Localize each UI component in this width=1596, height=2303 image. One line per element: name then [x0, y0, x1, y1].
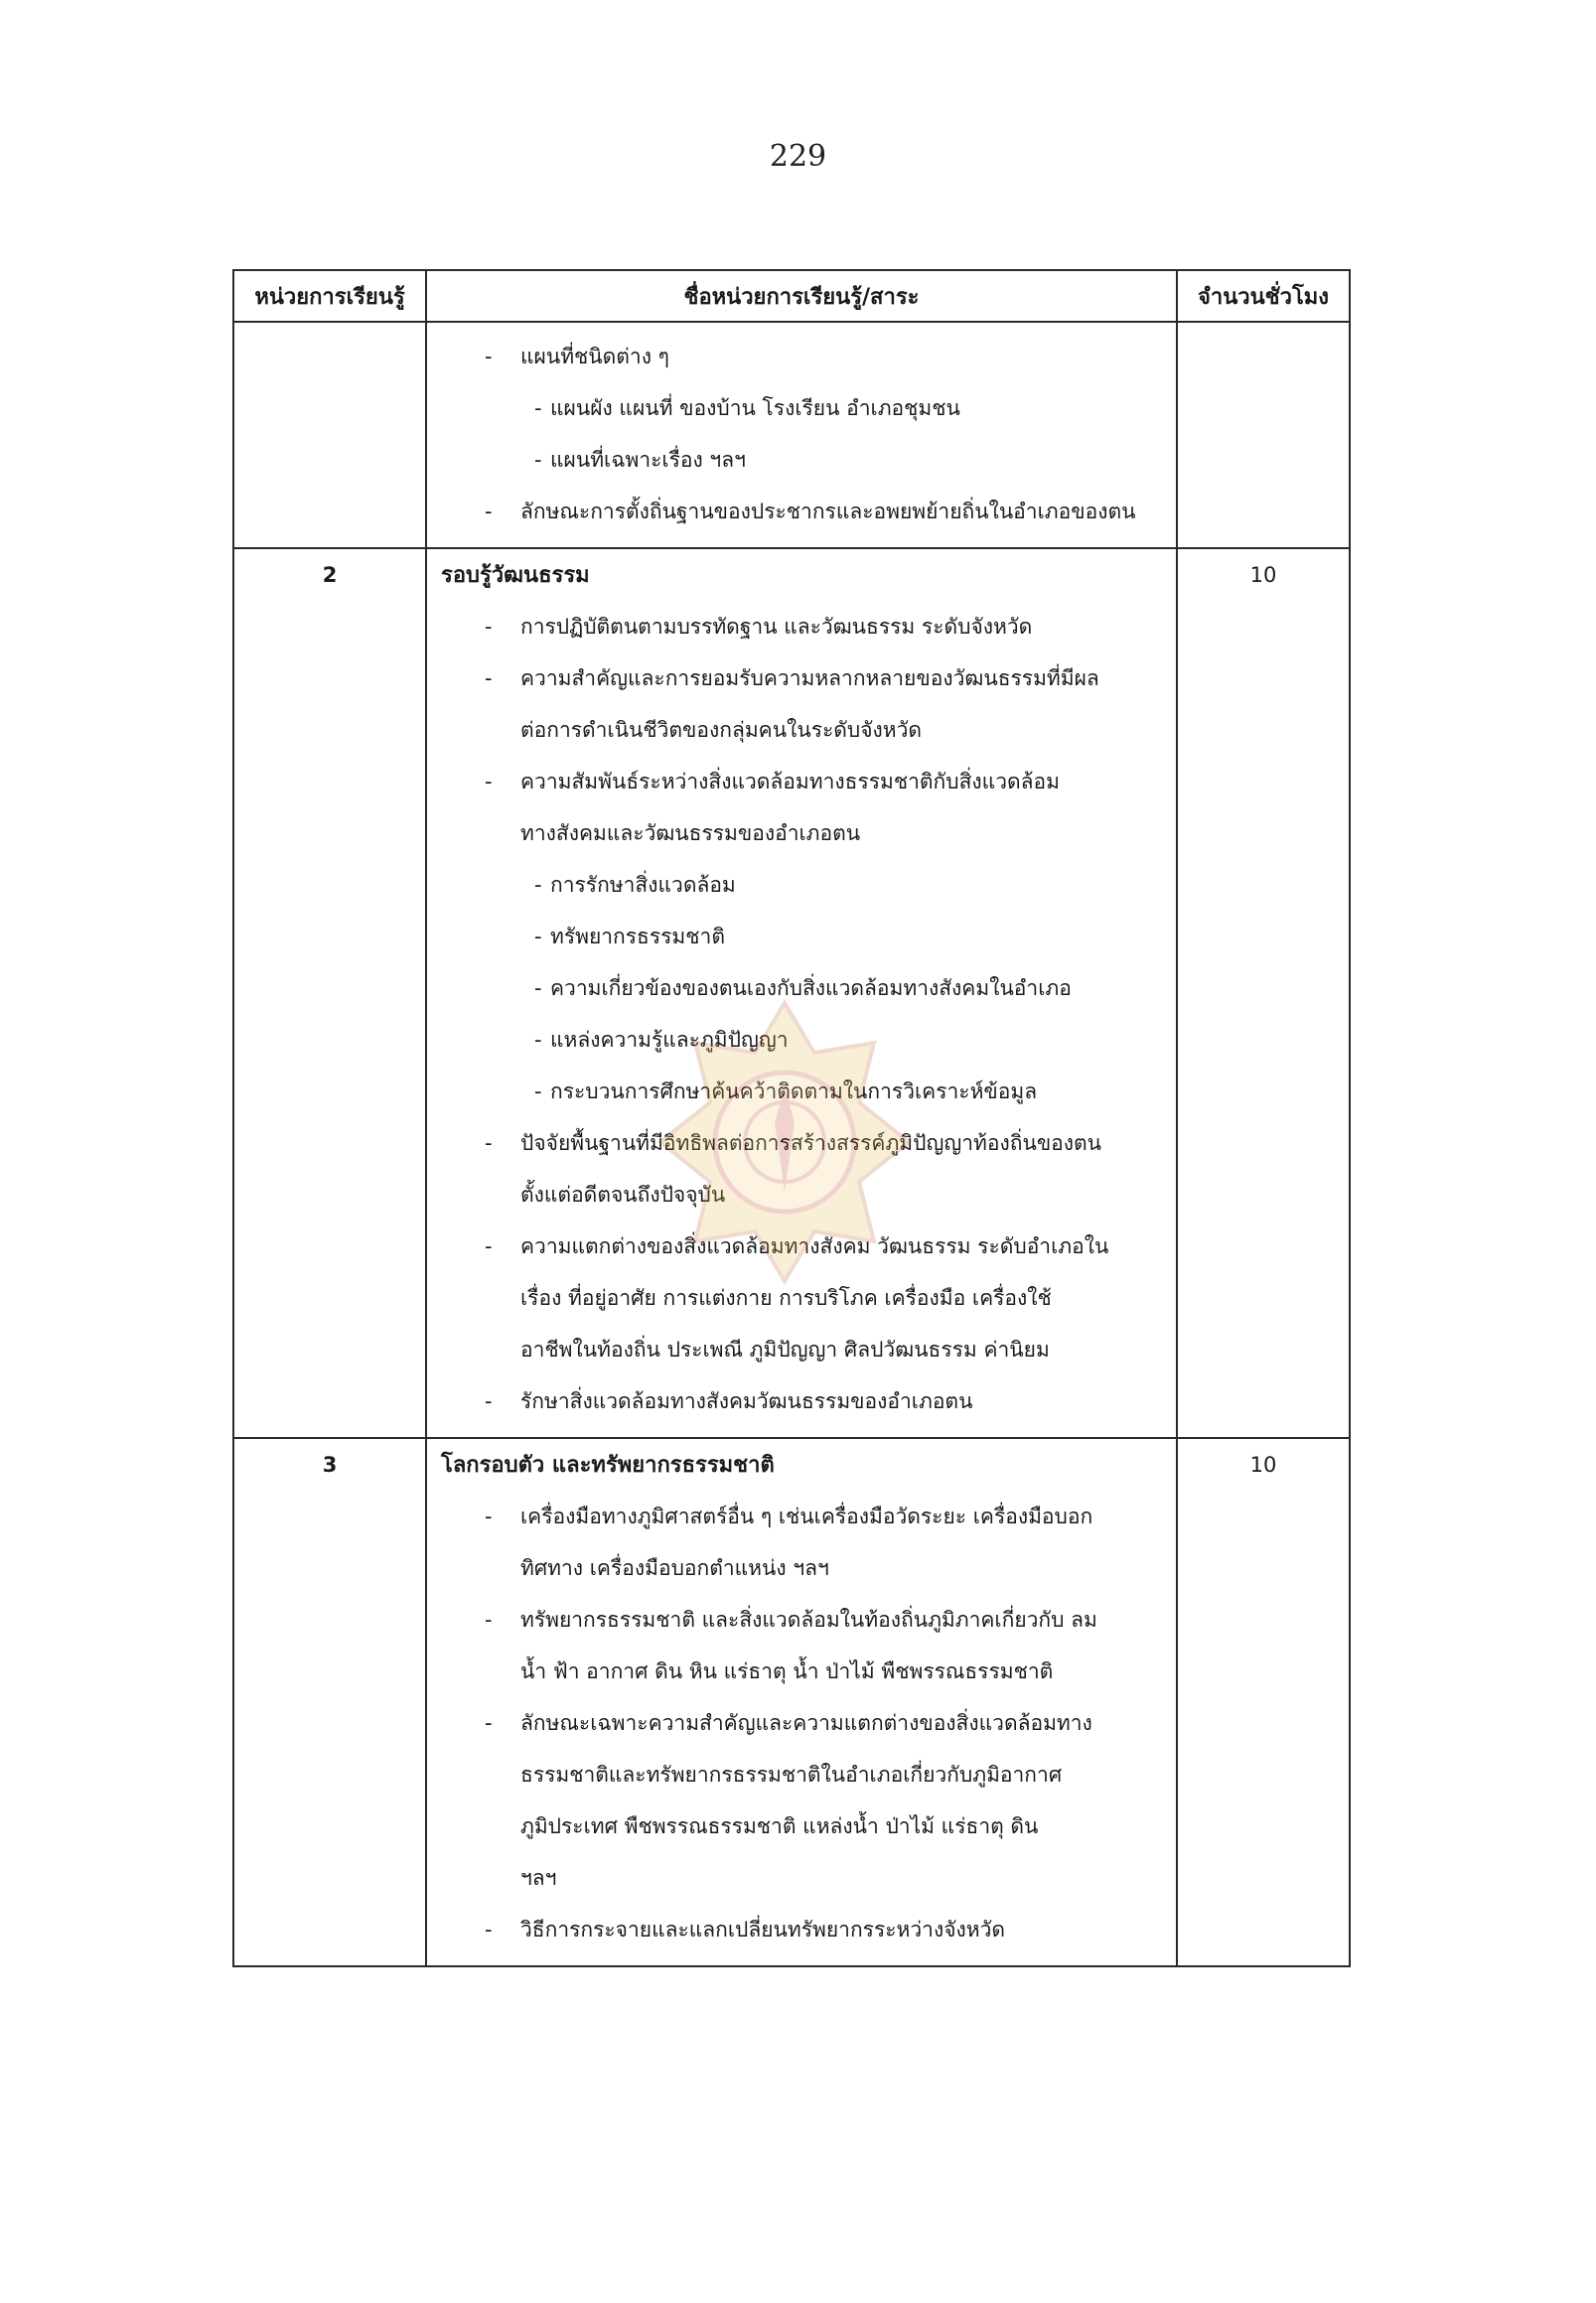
bullet-dash: -	[485, 1389, 493, 1413]
content-line	[441, 1542, 1166, 1594]
unit-content-cell	[426, 548, 1177, 1438]
content-line	[441, 1117, 1166, 1169]
bullet-dash: -	[485, 1505, 493, 1528]
hours-cell: 10	[1177, 1438, 1350, 1966]
hours-cell: 10	[1177, 548, 1350, 1438]
bullet-dash: -	[485, 345, 493, 368]
content-line	[441, 1749, 1166, 1800]
line-text: แผนที่เฉพาะเรื่อง ฯลฯ	[550, 448, 746, 472]
table-header-row	[233, 270, 1350, 322]
content-line	[441, 756, 1166, 807]
content-line	[441, 807, 1166, 859]
line-text: กระบวนการศึกษาค้นคว้าติดตามในการวิเคราะห์ข้อมูล	[550, 1080, 1038, 1103]
line-text: ลักษณะเฉพาะความสำคัญและความแตกต่างของสิ่งแวดล้อมทาง	[520, 1711, 1092, 1735]
bullet-dash: -	[534, 976, 542, 1000]
bullet-dash: -	[485, 1608, 493, 1632]
content-line	[441, 1272, 1166, 1324]
table-row	[233, 548, 1350, 1438]
unit-content-cell	[426, 1438, 1177, 1966]
unit-title: รอบรู้วัฒนธรรม	[441, 563, 590, 588]
line-text: ทรัพยากรธรรมชาติ	[550, 925, 725, 948]
line-text: ความสำคัญและการยอมรับความหลากหลายของวัฒนธรรมที่มีผล	[520, 666, 1099, 690]
bullet-dash: -	[534, 448, 542, 472]
content-line	[441, 1491, 1166, 1542]
content-line	[441, 1014, 1166, 1066]
content-line	[441, 1066, 1166, 1117]
line-text: การปฏิบัติตนตามบรรทัดฐาน และวัฒนธรรม ระดับจังหวัด	[520, 615, 1033, 639]
content-line	[441, 601, 1166, 652]
content-line	[441, 704, 1166, 756]
content-line	[441, 652, 1166, 704]
header-hours: จำนวนชั่วโมง	[1177, 270, 1350, 322]
content-line	[441, 1169, 1166, 1221]
table-row	[233, 1438, 1350, 1966]
content-line	[441, 486, 1166, 537]
table-row	[233, 322, 1350, 548]
line-text: การรักษาสิ่งแวดล้อม	[550, 873, 736, 897]
bullet-dash: -	[485, 1234, 493, 1258]
bullet-dash: -	[534, 925, 542, 948]
content-line	[441, 1904, 1166, 1955]
content-line	[441, 1800, 1166, 1852]
unit-number-cell: 3	[233, 1438, 426, 1966]
line-text: ธรรมชาติและทรัพยากรธรรมชาติในอำเภอเกี่ยวกับภูมิอากาศ	[520, 1763, 1063, 1787]
line-text: ภูมิประเทศ พืชพรรณธรรมชาติ แหล่งน้ำ ป่าไม้ แร่ธาตุ ดิน	[520, 1814, 1039, 1838]
line-text: ลักษณะการตั้งถิ่นฐานของประชากรและอพยพย้ายถิ่นในอำเภอของตน	[520, 500, 1136, 523]
content-line	[441, 382, 1166, 434]
content-line	[441, 1852, 1166, 1904]
line-text: เรื่อง ที่อยู่อาศัย การแต่งกาย การบริโภค เครื่องมือ เครื่องใช้	[520, 1286, 1052, 1310]
line-text: ทิศทาง เครื่องมือบอกตำแหน่ง ฯลฯ	[520, 1556, 829, 1580]
bullet-dash: -	[485, 615, 493, 639]
header-unit-name: ชื่อหน่วยการเรียนรู้/สาระ	[426, 270, 1177, 322]
line-text: รักษาสิ่งแวดล้อมทางสังคมวัฒนธรรมของอำเภอตน	[520, 1389, 973, 1413]
content-line	[441, 331, 1166, 382]
line-text: ตั้งแต่อดีตจนถึงปัจจุบัน	[520, 1183, 726, 1207]
bullet-dash: -	[534, 1080, 542, 1103]
bullet-dash: -	[485, 500, 493, 523]
curriculum-table	[232, 269, 1351, 1967]
content-line	[441, 911, 1166, 962]
unit-title: โลกรอบตัว และทรัพยากรธรรมชาติ	[441, 1453, 775, 1478]
bullet-dash: -	[485, 1131, 493, 1155]
content-line	[441, 1375, 1166, 1427]
line-text: ความเกี่ยวข้องของตนเองกับสิ่งแวดล้อมทางสังคมในอำเภอ	[550, 976, 1072, 1000]
bullet-dash: -	[534, 1028, 542, 1052]
unit-content-cell	[426, 322, 1177, 548]
line-text: ความสัมพันธ์ระหว่างสิ่งแวดล้อมทางธรรมชาติกับสิ่งแวดล้อม	[520, 770, 1060, 793]
unit-number-cell: 2	[233, 548, 426, 1438]
line-text: วิธีการกระจายและแลกเปลี่ยนทรัพยากรระหว่างจังหวัด	[520, 1918, 1006, 1942]
hours-cell	[1177, 322, 1350, 548]
bullet-dash: -	[485, 770, 493, 793]
line-text: แหล่งความรู้และภูมิปัญญา	[550, 1028, 789, 1052]
line-text: แผนที่ชนิดต่าง ๆ	[520, 345, 669, 368]
content-line	[441, 434, 1166, 486]
unit-number-cell	[233, 322, 426, 548]
bullet-dash: -	[485, 1711, 493, 1735]
bullet-dash: -	[485, 1918, 493, 1942]
content-line	[441, 1594, 1166, 1646]
line-text: เครื่องมือทางภูมิศาสตร์อื่น ๆ เช่นเครื่องมือวัดระยะ เครื่องมือบอก	[520, 1505, 1093, 1528]
line-text: น้ำ ฟ้า อากาศ ดิน หิน แร่ธาตุ น้ำ ป่าไม้ พืชพรรณธรรมชาติ	[520, 1659, 1054, 1683]
line-text: ความแตกต่างของสิ่งแวดล้อมทางสังคม วัฒนธรรม ระดับอำเภอใน	[520, 1234, 1109, 1258]
content-line	[441, 1221, 1166, 1272]
bullet-dash: -	[534, 396, 542, 420]
bullet-dash: -	[534, 873, 542, 897]
content-line	[441, 859, 1166, 911]
line-text: แผนผัง แผนที่ ของบ้าน โรงเรียน อำเภอชุมชน	[550, 396, 960, 420]
page-number: 229	[769, 139, 827, 174]
content-line	[441, 1697, 1166, 1749]
line-text: ฯลฯ	[520, 1866, 557, 1890]
content-line	[441, 962, 1166, 1014]
line-text: ปัจจัยพื้นฐานที่มีอิทธิพลต่อการสร้างสรรค์ภูมิปัญญาท้องถิ่นของตน	[520, 1131, 1102, 1155]
line-text: อาชีพในท้องถิ่น ประเพณี ภูมิปัญญา ศิลปวัฒนธรรม ค่านิยม	[520, 1338, 1050, 1362]
line-text: ต่อการดำเนินชีวิตของกลุ่มคนในระดับจังหวัด	[520, 718, 923, 742]
header-unit: หน่วยการเรียนรู้	[233, 270, 426, 322]
line-text: ทรัพยากรธรรมชาติ และสิ่งแวดล้อมในท้องถิ่นภูมิภาคเกี่ยวกับ ลม	[520, 1608, 1097, 1632]
content-line	[441, 1646, 1166, 1697]
content-line	[441, 1324, 1166, 1375]
line-text: ทางสังคมและวัฒนธรรมของอำเภอตน	[520, 821, 861, 845]
bullet-dash: -	[485, 666, 493, 690]
